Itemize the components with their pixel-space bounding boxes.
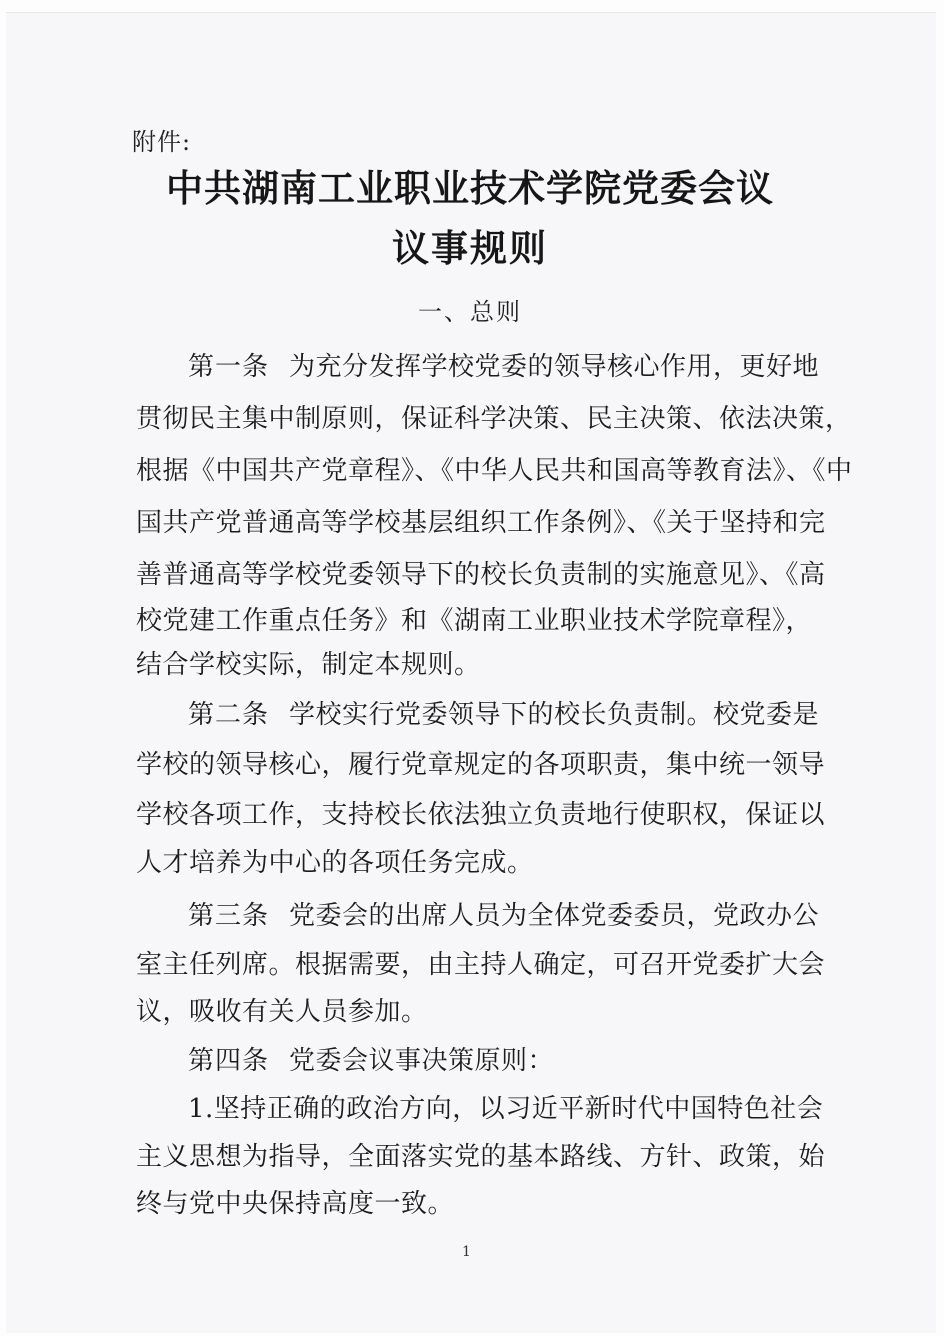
article-1-line-3: 根据《中国共产党章程》、《中华人民共和国高等教育法》、《中 xyxy=(136,456,853,486)
article-1-line-2: 贯彻民主集中制原则，保证科学决策、民主决策、依法决策， xyxy=(136,404,852,434)
document-title-line-2: 议事规则 xyxy=(392,226,548,270)
page-number: 1 xyxy=(462,1244,471,1260)
article-3-line-2: 室主任列席。根据需要，由主持人确定，可召开党委扩大会 xyxy=(136,950,826,980)
principle-1-line-3: 终与党中央保持高度一致。 xyxy=(136,1189,455,1219)
article-2-line-2: 学校的领导核心，履行党章规定的各项职责，集中统一领导 xyxy=(136,750,826,780)
article-4-line-1: 第四条 党委会议事决策原则： xyxy=(188,1046,555,1076)
article-3-line-1: 第三条 党委会的出席人员为全体党委委员，党政办公 xyxy=(188,901,820,931)
article-2-number: 第二条 xyxy=(188,700,270,730)
article-2-line-4: 人才培养为中心的各项任务完成。 xyxy=(136,848,534,878)
article-2-line-3: 学校各项工作，支持校长依法独立负责地行使职权，保证以 xyxy=(136,800,826,830)
document-title-line-1: 中共湖南工业职业技术学院党委会议 xyxy=(166,166,774,210)
article-1-line-5: 善普通高等学校党委领导下的校长负责制的实施意见》、《高 xyxy=(136,560,826,590)
article-3-line-3: 议，吸收有关人员参加。 xyxy=(136,997,428,1027)
article-2-line-1: 第二条 学校实行党委领导下的校长负责制。校党委是 xyxy=(188,700,820,730)
section-heading: 一、总则 xyxy=(418,298,522,326)
article-1-line-1: 第一条 为充分发挥学校党委的领导核心作用，更好地 xyxy=(188,352,820,382)
principle-1-line-2: 主义思想为指导，全面落实党的基本路线、方针、政策，始 xyxy=(136,1142,826,1172)
article-4-number: 第四条 xyxy=(188,1046,270,1076)
principle-1-line-1: 1.坚持正确的政治方向，以习近平新时代中国特色社会 xyxy=(188,1094,824,1124)
attachment-label: 附件: xyxy=(132,128,192,156)
article-1-line-4: 国共产党普通高等学校基层组织工作条例》、《关于坚持和完 xyxy=(136,508,826,538)
article-3-number: 第三条 xyxy=(188,901,270,931)
article-1-number: 第一条 xyxy=(188,352,270,382)
article-1-line-6: 校党建工作重点任务》和《湖南工业职业技术学院章程》， xyxy=(136,606,813,636)
article-1-line-7: 结合学校实际，制定本规则。 xyxy=(136,650,481,680)
